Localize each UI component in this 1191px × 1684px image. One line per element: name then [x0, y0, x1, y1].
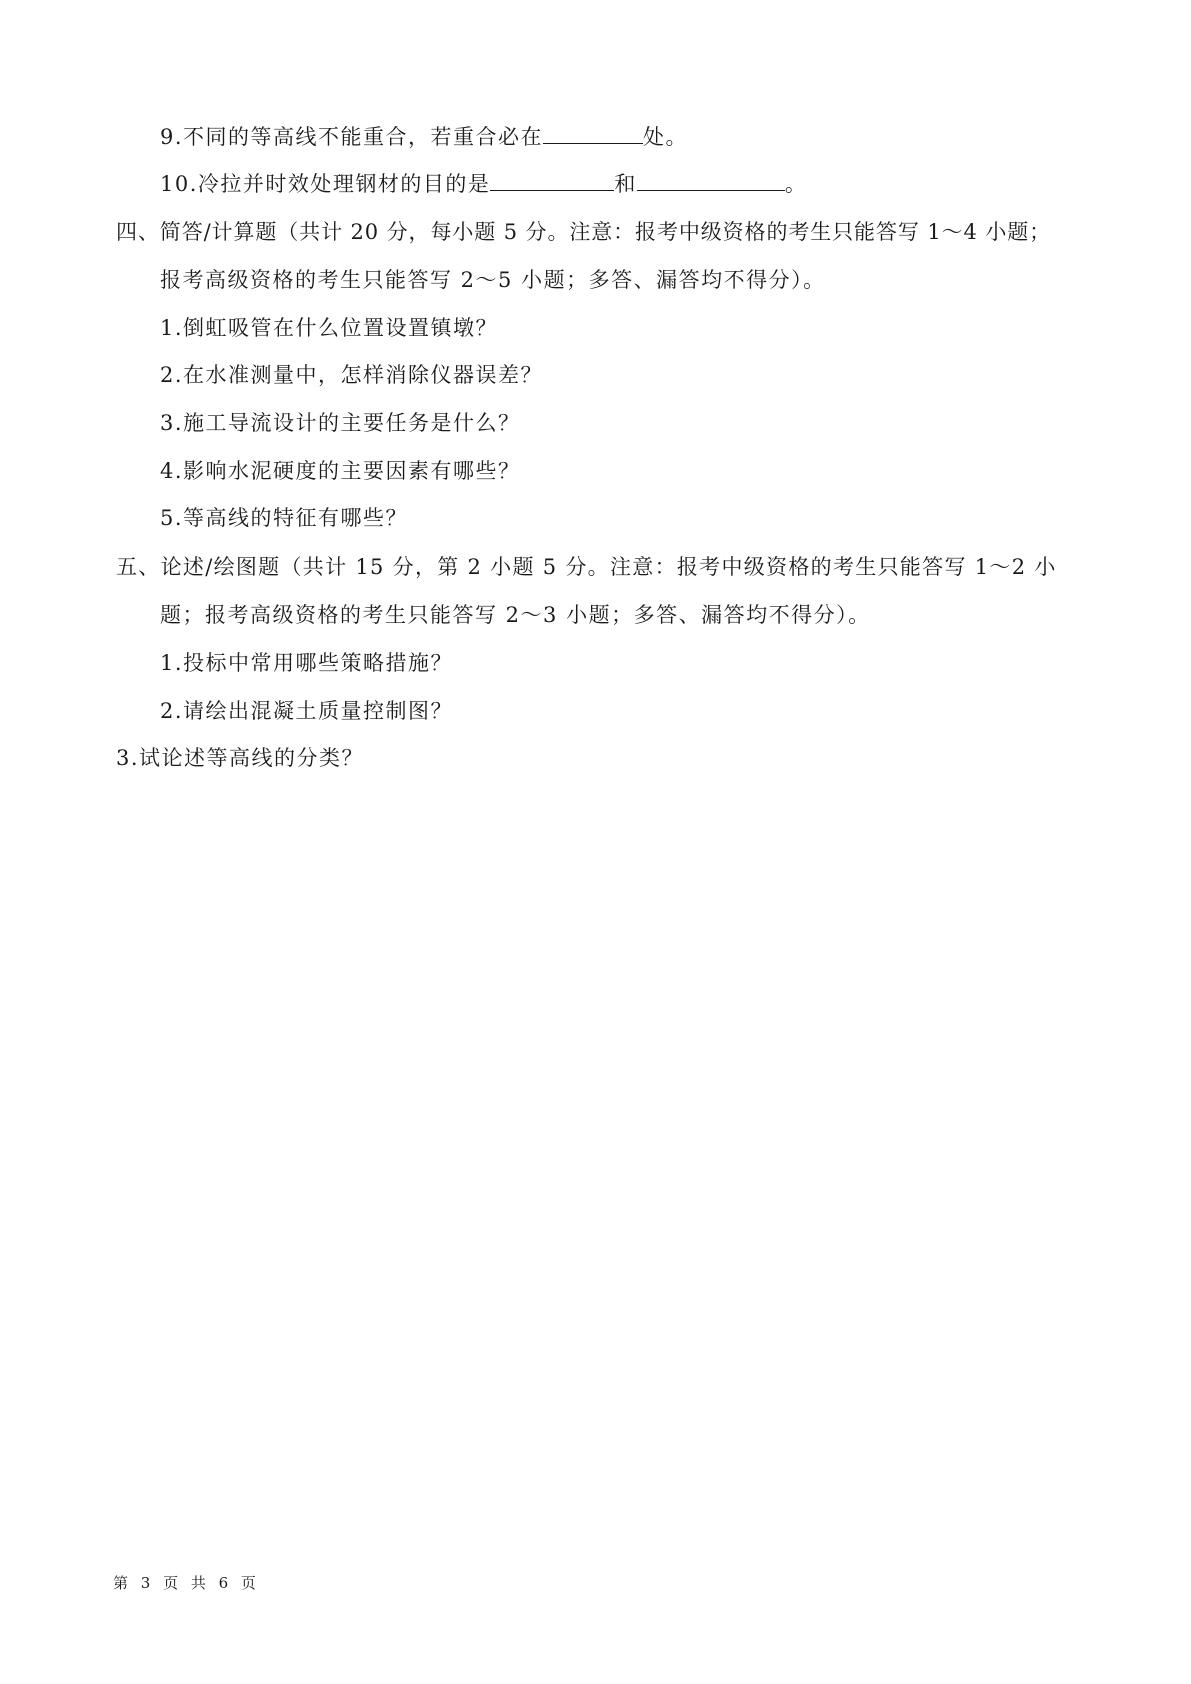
section-4-heading-line-1: 四、简答/计算题（共计 20 分，每小题 5 分。注意：报考中级资格的考生只能答写 1～4 小题；	[116, 220, 1052, 244]
page-number-footer: 第 3 页 共 6 页	[113, 1574, 260, 1592]
section-4-question-3: 3.施工导流设计的主要任务是什么？	[160, 411, 521, 435]
section-5-question-2: 2.请绘出混凝土质量控制图？	[160, 699, 454, 723]
q10-text-middle: 和	[614, 172, 637, 196]
section-5-question-3: 3.试论述等高线的分类？	[116, 746, 365, 770]
section-5-question-1: 1.投标中常用哪些策略措施？	[160, 651, 454, 675]
q10-text-before: 10.冷拉并时效处理钢材的目的是	[160, 172, 491, 196]
section-4-question-5: 5.等高线的特征有哪些？	[160, 506, 409, 530]
q9-text-before: 9.不同的等高线不能重合，若重合必在	[160, 125, 544, 149]
q10-answer-blank-2	[637, 168, 785, 191]
q9-text-after: 处。	[643, 125, 689, 149]
section-4-question-1: 1.倒虹吸管在什么位置设置镇墩？	[160, 316, 499, 340]
section-5-heading-line-1: 五、论述/绘图题（共计 15 分，第 2 小题 5 分。注意：报考中级资格的考生只能答写 1～2 小	[116, 555, 1057, 579]
fill-in-question-10	[160, 168, 807, 199]
q9-answer-blank	[543, 121, 643, 144]
section-4-question-4: 4.影响水泥硬度的主要因素有哪些？	[160, 459, 521, 483]
q10-answer-blank-1	[490, 168, 614, 191]
q10-text-after: 。	[784, 172, 808, 196]
section-5-heading-line-2: 题；报考高级资格的考生只能答写 2～3 小题；多答、漏答均不得分）。	[160, 603, 871, 627]
section-4-question-2: 2.在水准测量中，怎样消除仪器误差？	[160, 363, 544, 387]
fill-in-question-9	[160, 121, 688, 152]
section-4-heading-line-2: 报考高级资格的考生只能答写 2～5 小题；多答、漏答均不得分）。	[160, 268, 826, 292]
